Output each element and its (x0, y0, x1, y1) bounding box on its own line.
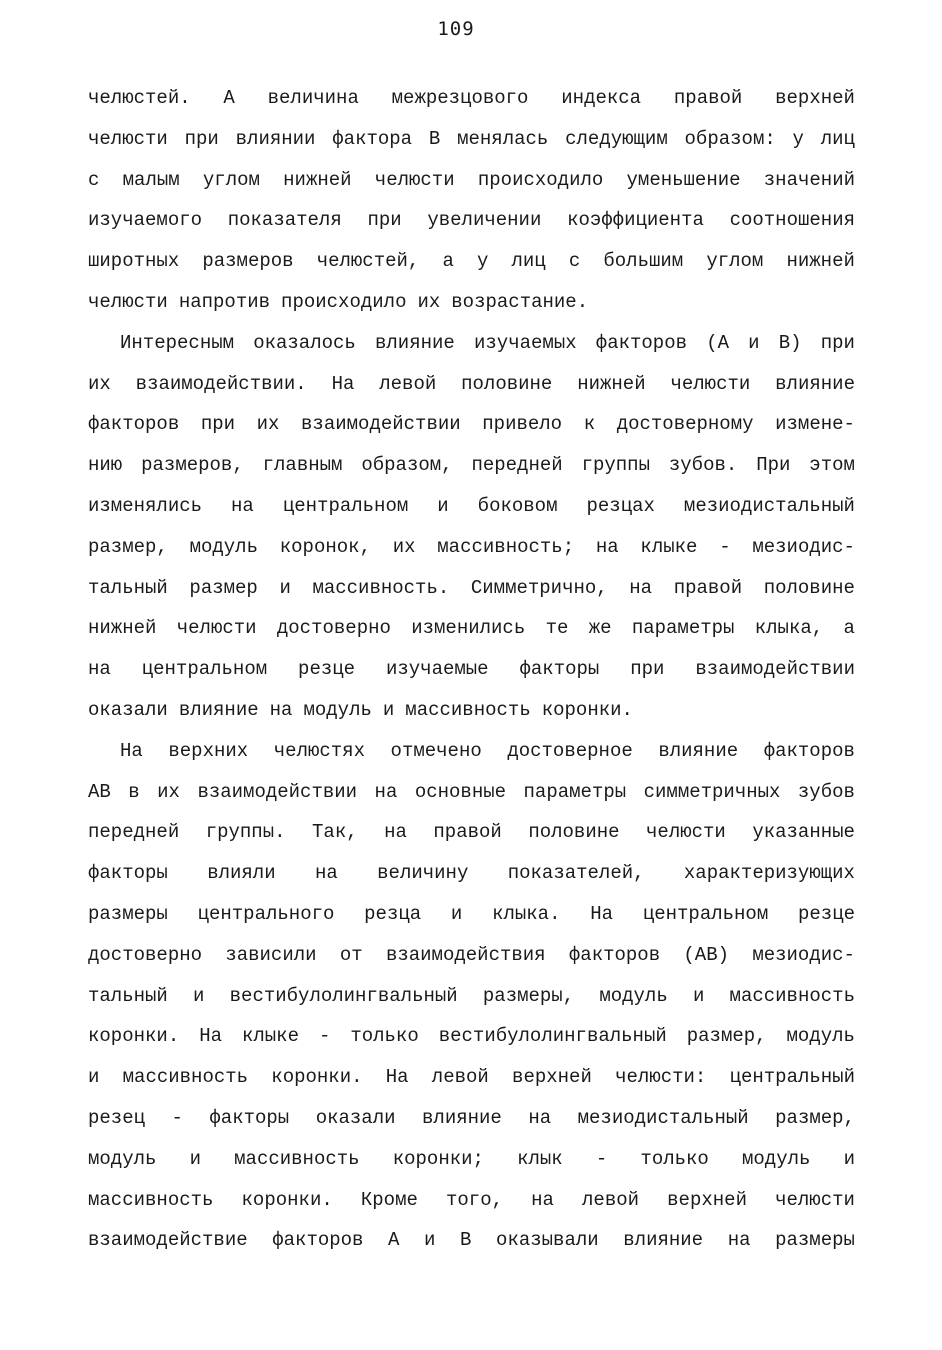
word: В) (778, 331, 802, 354)
word: их (392, 535, 416, 558)
text-line (88, 119, 855, 160)
word: нижней (577, 372, 646, 395)
word: того, (445, 1188, 503, 1211)
word: индекса (561, 87, 642, 109)
word: в (128, 780, 140, 803)
word: у (476, 250, 489, 273)
word: модуль (786, 1025, 855, 1048)
word: влияние (375, 331, 455, 354)
word: у (792, 127, 804, 150)
word: клыка, (754, 617, 824, 640)
word: половине (461, 372, 553, 395)
word: достоверному (616, 413, 754, 436)
word: уменьшение (626, 168, 741, 191)
word: широтных (88, 250, 180, 273)
word: менялась (457, 127, 549, 150)
word: факторы (88, 862, 168, 885)
word: На (385, 1066, 409, 1089)
word: модуль (303, 698, 372, 721)
word: лиц (511, 250, 546, 273)
word: группы (581, 454, 650, 477)
word: при (367, 209, 402, 232)
word: резца (364, 902, 422, 925)
word: АВ (88, 780, 111, 803)
word: фактора (332, 127, 413, 150)
text-line (88, 935, 855, 976)
text-line (88, 1139, 855, 1180)
word: тальный (88, 576, 168, 599)
word: при (184, 127, 219, 150)
text-line (88, 241, 855, 282)
word: На (590, 902, 614, 925)
word: влиянии (235, 127, 316, 150)
word: следующим (565, 127, 668, 150)
word: на (531, 1188, 554, 1211)
word: оказали (88, 698, 168, 721)
word: (АВ) (683, 943, 730, 966)
word: достоверное (507, 739, 633, 762)
word: клык (517, 1147, 563, 1170)
word: факторы (209, 1106, 290, 1129)
word: углом (706, 250, 764, 273)
word: основные (414, 780, 507, 803)
word: Симметрично, (470, 576, 608, 599)
word: челюсти (88, 290, 168, 313)
text-line (88, 282, 855, 323)
word: центральном (282, 494, 409, 517)
text-line (88, 772, 855, 813)
word: их (256, 413, 280, 436)
text-line (88, 1180, 855, 1221)
word: и (424, 1229, 436, 1252)
word: зависили (225, 943, 317, 966)
word: резцах (586, 494, 655, 517)
word: влияли (207, 862, 276, 885)
word: челюстей, (316, 250, 420, 273)
text-line (88, 527, 855, 568)
word: оказали (315, 1106, 396, 1129)
word: мезиодистальный (577, 1106, 749, 1129)
word: при (200, 413, 236, 436)
text-line (88, 853, 855, 894)
word: половине (763, 576, 855, 599)
word: центрального (197, 902, 335, 925)
word: и (193, 984, 205, 1007)
word: нию (88, 454, 123, 477)
word: факторы (519, 658, 600, 681)
word: взаимодействия (385, 943, 546, 966)
word: боковом (477, 494, 558, 517)
word: резце (797, 902, 855, 925)
word: взаимодействии (301, 413, 461, 436)
word: зубов (797, 780, 855, 803)
word: В (428, 127, 441, 150)
word: При (756, 454, 791, 477)
word: с (568, 250, 581, 273)
text-line (88, 649, 855, 690)
word: напротив (178, 290, 271, 313)
word: влияние (623, 1229, 704, 1252)
word: передней (88, 821, 180, 844)
word: - (318, 1025, 331, 1048)
word: верхних (168, 739, 249, 762)
word: а (442, 250, 454, 273)
word: верхней (512, 1066, 592, 1089)
word: достоверно (276, 617, 391, 640)
word: факторов (88, 413, 180, 436)
word: влияние (422, 1106, 502, 1129)
word: и (692, 984, 705, 1007)
word: левой (379, 372, 437, 395)
word: взаимодействии (695, 658, 855, 681)
word: главным (262, 454, 343, 477)
word: вестибулолингвальный (438, 1025, 667, 1048)
word: значений (763, 168, 855, 191)
word: на (88, 658, 111, 681)
word: В (460, 1229, 472, 1252)
word: величину (377, 862, 469, 885)
word: их (157, 780, 180, 803)
word: факторов (763, 739, 855, 762)
word: размеров (202, 250, 294, 273)
word: тальный (88, 984, 168, 1007)
text-line (88, 160, 855, 201)
word: левой (431, 1066, 489, 1089)
word: и (748, 331, 760, 354)
word: На (331, 372, 355, 395)
word: и (279, 576, 291, 599)
word: правой (673, 87, 743, 109)
word: челюсти (88, 127, 168, 150)
word: на (727, 1229, 751, 1252)
word: А (388, 1229, 400, 1252)
word: челюсти (670, 372, 751, 395)
word: влияние (775, 372, 855, 395)
word: с (88, 168, 100, 191)
word: лиц (820, 127, 855, 150)
word: а (843, 617, 855, 640)
text-line (88, 1057, 855, 1098)
word: на (384, 821, 407, 844)
word: верхней (667, 1188, 747, 1211)
text-line (88, 812, 855, 853)
word: же (588, 617, 612, 640)
word: На (120, 739, 143, 762)
word: изучаемого (88, 209, 203, 232)
text-line (88, 608, 855, 649)
word: массивность (88, 1188, 214, 1211)
word: и (843, 1147, 855, 1170)
word: челюсти (374, 168, 455, 191)
text-line (88, 364, 855, 405)
word: взаимодействии. (135, 372, 307, 395)
body-text (88, 78, 855, 1261)
word: челюстей. (88, 87, 191, 109)
word: только (350, 1025, 419, 1048)
word: к (583, 413, 596, 436)
word: изменялись (88, 494, 203, 517)
word: взаимодействии (197, 780, 358, 803)
page-number: 109 (437, 18, 475, 40)
word: только (640, 1147, 709, 1170)
word: челюстях (273, 739, 365, 762)
word: увеличении (427, 209, 542, 232)
word: параметры (631, 617, 735, 640)
word: влияние (658, 739, 739, 762)
word: симметричных (643, 780, 781, 803)
word: при (630, 658, 665, 681)
word: размер, (686, 1025, 767, 1048)
word: их (417, 290, 441, 313)
word: оказалось (253, 331, 356, 354)
word: массивность (234, 1147, 360, 1170)
word: модуль (88, 1147, 157, 1170)
word: коронки. (241, 1188, 333, 1211)
word: показателей, (507, 862, 645, 885)
word: челюсти (176, 617, 257, 640)
word: резец (88, 1106, 146, 1129)
word: центральный (729, 1066, 855, 1089)
word: модуль (189, 535, 258, 558)
word: на (314, 862, 338, 885)
word: клыке (640, 535, 698, 558)
word: мезиодистальный (683, 494, 855, 517)
word: коронки. (541, 698, 633, 721)
word: челюсти: (615, 1066, 707, 1089)
word: модуль (599, 984, 668, 1007)
word: оказывали (496, 1229, 599, 1252)
text-line (88, 894, 855, 935)
word: показателя (227, 209, 342, 232)
word: клыка. (492, 902, 561, 925)
word: характеризующих (683, 862, 855, 885)
word: челюсти (775, 1188, 855, 1211)
word: соотношения (729, 209, 855, 232)
word: коронки; (392, 1147, 484, 1170)
word: массивность (405, 698, 531, 721)
word: на (231, 494, 254, 517)
word: группы. (205, 821, 286, 844)
word: и (450, 902, 463, 925)
word: резце (298, 658, 356, 681)
text-line (88, 1220, 855, 1261)
text-line (88, 731, 855, 772)
word: размер, (88, 535, 168, 558)
word: межрезцового (391, 87, 529, 109)
word: факторов (568, 943, 661, 966)
word: взаимодействие (88, 1229, 248, 1252)
word: массивность (122, 1066, 249, 1089)
word: изучаемые (385, 658, 489, 681)
word: (А (706, 331, 729, 354)
word: Интересным (120, 331, 235, 354)
word: клыке (241, 1025, 299, 1048)
word: правой (433, 821, 502, 844)
word: модуль (742, 1147, 811, 1170)
word: размеры, (482, 984, 575, 1007)
word: на (374, 780, 398, 803)
word: и (88, 1066, 100, 1089)
word: факторов (272, 1229, 364, 1252)
word: измене- (775, 413, 855, 436)
word: возрастание. (451, 290, 589, 313)
word: изменились (411, 617, 526, 640)
word: нижней (88, 617, 157, 640)
word: мезиодис- (752, 943, 855, 966)
word: параметры (523, 780, 627, 803)
text-line (88, 323, 855, 364)
text-line (88, 1098, 855, 1139)
word: мезиодис- (752, 535, 855, 558)
word: малым (122, 168, 180, 191)
word: массивность (729, 984, 855, 1007)
text-line (88, 976, 855, 1017)
word: происходило (477, 168, 604, 191)
word: - (595, 1147, 608, 1170)
word: размеров, (141, 454, 244, 477)
text-line (88, 568, 855, 609)
word: привело (482, 413, 563, 436)
word: зубов. (668, 454, 738, 477)
word: На (199, 1025, 222, 1048)
word: вестибулолингвальный (229, 984, 458, 1007)
text-line (88, 200, 855, 241)
text-line (88, 445, 855, 486)
word: передней (471, 454, 563, 477)
word: челюсти (646, 821, 726, 844)
word: коронок, (279, 535, 371, 558)
word: - (171, 1106, 183, 1129)
word: центральном (642, 902, 769, 925)
word: А (223, 87, 235, 109)
word: массивность; (437, 535, 575, 558)
word: нижней (283, 168, 352, 191)
word: коэффициента (567, 209, 704, 232)
word: размеры (775, 1229, 855, 1252)
word: факторов (595, 331, 688, 354)
word: на (629, 576, 653, 599)
word: и (189, 1147, 201, 1170)
word: нижней (786, 250, 855, 273)
word: Кроме (360, 1188, 418, 1211)
word: на (269, 698, 293, 721)
word: и (437, 494, 449, 517)
word: коронки. (271, 1066, 363, 1089)
word: коронки. (88, 1025, 180, 1048)
word: размеры (88, 902, 168, 925)
word: Так, (312, 821, 358, 844)
word: указанные (752, 821, 855, 844)
word: от (339, 943, 363, 966)
word: достоверно (88, 943, 203, 966)
word: этом (809, 454, 855, 477)
text-line (88, 1016, 855, 1057)
word: центральном (141, 658, 268, 681)
word: верхней (775, 87, 855, 109)
word: изучаемых (474, 331, 577, 354)
word: те (545, 617, 569, 640)
text-line (88, 404, 855, 445)
word: и (382, 698, 395, 721)
word: величина (267, 87, 359, 109)
word: происходило (281, 290, 407, 313)
text-line (88, 78, 855, 119)
word: правой (673, 576, 743, 599)
word: левой (582, 1188, 640, 1211)
word: - (719, 535, 731, 558)
word: влияние (178, 698, 259, 721)
word: образом: (684, 127, 776, 150)
word: половине (528, 821, 620, 844)
word: на (528, 1106, 552, 1129)
word: углом (202, 168, 260, 191)
word: на (595, 535, 619, 558)
text-line (88, 690, 855, 731)
word: размер, (775, 1106, 855, 1129)
word: при (820, 331, 855, 354)
text-line (88, 486, 855, 527)
word: массивность. (312, 576, 450, 599)
word: образом, (361, 454, 453, 477)
word: их (88, 372, 111, 395)
word: отмечено (390, 739, 482, 762)
word: размер (189, 576, 258, 599)
word: большим (603, 250, 684, 273)
